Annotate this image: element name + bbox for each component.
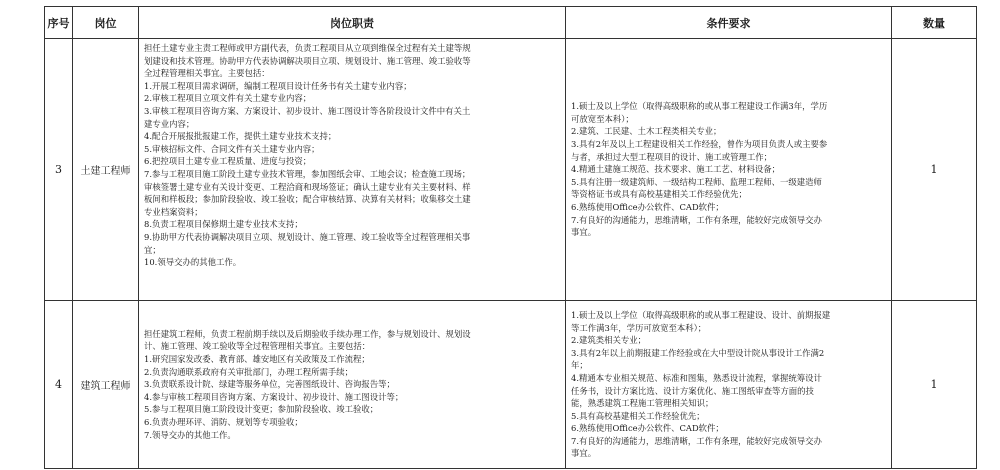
duty-line: 5.参与工程项目施工阶段设计变更；参加阶段验收、竣工验收； (144, 404, 379, 415)
header-requirements: 条件要求 (566, 7, 892, 39)
duty-line: 5.审核招标文件、合同文件有关土建专业内容； (144, 143, 320, 154)
duty-line: 9.协助甲方代表协调解决项目立项、规划设计、施工管理、竣工验收等全过程管理相关事 (144, 231, 471, 242)
duty-line: 1.研究国家发改委、教育部、雄安地区有关政策及工作流程； (144, 354, 370, 365)
requirement-line: 5.具有高校基建相关工作经验优先； (571, 410, 705, 421)
requirement-line: 可放宽至本科）； (571, 113, 634, 124)
requirement-line: 能，熟悉建筑工程施工管理相关知识； (571, 398, 714, 409)
duty-line: 专业档案资料； (144, 206, 203, 217)
requirement-line: 事宜。 (571, 448, 597, 459)
requirement-line: 1.硕士及以上学位（取得高级职称的或从事工程建设、设计、前期报建 (571, 309, 831, 320)
duty-line: 2.审核工程项目立项文件有关土建专业内容； (144, 93, 312, 104)
requirement-line: 4.精通土建施工规范、技术要求、施工工艺、材料设备； (571, 164, 780, 175)
requirement-line: 2.建筑类相关专业； (571, 335, 646, 346)
duty-line: 划建设和技术管理。协助甲方代表协调解决项目立项、规划设计、施工管理、竣工验收等 (144, 55, 471, 66)
requirement-line: 7.有良好的沟通能力，思维清晰，工作有条理，能较好完成领导交办 (571, 435, 822, 446)
table-row (45, 39, 977, 301)
row-post-title: 土建工程师 (73, 39, 139, 301)
duty-line: 全过程管理相关事宜。主要包括： (144, 68, 270, 79)
requirement-line: 1.硕士及以上学位（取得高级职称的或从事工程建设工作满3年，学历 (571, 101, 828, 112)
requirement-line: 事宜。 (571, 227, 597, 238)
requirement-line: 与者，承担过大型工程项目的设计、施工或管理工作； (571, 151, 772, 162)
requirement-line: 3.具有2年及以上工程建设相关工作经验，曾作为项目负责人或主要参 (571, 139, 828, 150)
duty-line: 审核签署土建专业有关设计变更、工程洽商和现场签证；确认土建专业有关主要材料、样 (144, 181, 471, 192)
header-count: 数量 (892, 7, 977, 39)
duty-line: 4.参与审核工程项目咨询方案、方案设计、初步设计、施工图设计等； (144, 391, 404, 402)
header-row (45, 7, 977, 39)
duty-line: 3.负责联系设计院、绿建等服务单位，完善图纸设计、咨询报告等； (144, 379, 395, 390)
table-row (45, 301, 977, 469)
row-duties (139, 39, 566, 301)
duty-line: 建专业内容； (144, 118, 195, 129)
duty-line: 4.配合开展报批报建工作，提供土建专业技术支持； (144, 131, 337, 142)
duty-line: 板间和样板段；参加阶段验收、竣工验收；配合审核结算、决算有关材料；收集移交土建 (144, 194, 471, 205)
requirement-line: 等资格证书或具有高校基建相关工作经验优先； (571, 189, 747, 200)
row-count: 1 (892, 39, 977, 301)
requirement-line: 等工作满3年，学历可放宽至本科）； (571, 322, 707, 333)
row-duties (139, 301, 566, 469)
duty-line: 7.参与工程项目施工阶段土建专业技术管理，参加图纸会审、工地会议；检查施工现场； (144, 168, 471, 179)
duty-line: 担任土建专业主责工程师或甲方副代表，负责工程项目从立项到维保全过程有关土建等规 (144, 43, 471, 53)
requirement-line: 7.有良好的沟通能力，思维清晰，工作有条理，能较好完成领导交办 (571, 214, 822, 225)
requirement-line: 6.熟练使用Office办公软件、CAD软件； (571, 423, 724, 434)
duty-line: 担任建筑工程师，负责工程前期手续以及后期验收手续办理工作，参与规划设计、规划设 (144, 328, 471, 339)
requirement-line: 年； (571, 360, 588, 371)
requirement-line: 5.具有注册一级建筑师、一级结构工程师、监理工程师、一级建造师 (571, 176, 822, 187)
row-index: 3 (45, 39, 73, 301)
header-duties: 岗位职责 (139, 7, 566, 39)
duty-line: 10.领导交办的其他工作。 (144, 257, 242, 268)
requirement-line: 2.建筑、工民建、土木工程类相关专业； (571, 126, 722, 137)
duty-line: 3.审核工程项目咨询方案、方案设计、初步设计、施工图设计等各阶段设计文件中有关土 (144, 105, 471, 116)
duty-line: 6.负责办理环评、消防、规划等专项验收； (144, 416, 303, 427)
header-post: 岗位 (73, 7, 139, 39)
requirement-line: 任务书，设计方案比选、设计方案优化、施工图纸审查等方面的技 (571, 385, 814, 396)
job-requirements-table (44, 6, 977, 469)
requirement-line: 4.精通本专业相关规范、标准和图集，熟悉设计流程，掌握统筹设计 (571, 372, 822, 383)
duty-line: 宜； (144, 244, 161, 255)
row-count: 1 (892, 301, 977, 469)
duty-line: 7.领导交办的其他工作。 (144, 429, 236, 440)
row-post-title: 建筑工程师 (73, 301, 139, 469)
header-index: 序号 (45, 7, 73, 39)
row-requirements (566, 39, 892, 301)
duty-line: 计、施工管理、竣工验收等全过程管理相关事宜。主要包括： (144, 341, 371, 352)
row-index: 4 (45, 301, 73, 469)
requirement-line: 6.熟练使用Office办公软件、CAD软件； (571, 201, 724, 212)
duty-line: 2.负责沟通联系政府有关审批部门，办理工程所需手续； (144, 366, 353, 377)
duty-line: 8.负责工程项目保修期土建专业技术支持； (144, 219, 303, 230)
row-requirements (566, 301, 892, 469)
requirement-line: 3.具有2年以上前期报建工作经验或在大中型设计院从事设计工作满2 (571, 347, 825, 358)
duty-line: 1.开展工程项目需求调研，编制工程项目设计任务书有关土建专业内容； (144, 80, 412, 91)
duty-line: 6.把控项目土建专业工程质量、进度与投资； (144, 156, 312, 167)
